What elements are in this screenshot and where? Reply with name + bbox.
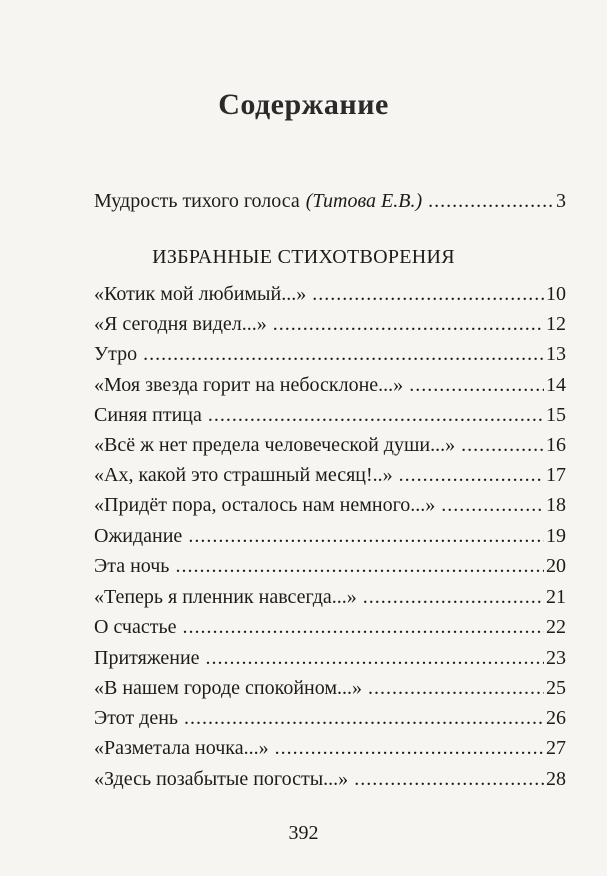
dot-leader [273, 311, 544, 337]
toc-entry [94, 705, 566, 731]
toc-entry-label: О счастье [94, 616, 177, 638]
page-title: Содержание [218, 88, 389, 121]
toc-entry-label: «Ах, какой это страшный месяц!..» [94, 464, 393, 486]
toc-entry-page: 17 [546, 464, 566, 486]
toc-entry [94, 523, 566, 549]
toc-entry-label: Этот день [94, 707, 179, 729]
toc-entry-label: «Разметала ночка...» [94, 737, 269, 759]
toc-entry-label: «Теперь я пленник навсегда...» [94, 586, 357, 608]
toc-entry-label: Эта ночь [94, 555, 170, 577]
dot-leader [182, 614, 544, 640]
dot-leader [143, 341, 544, 367]
dot-leader [208, 402, 544, 428]
toc-entry-label: «Здесь позабытые погосты...» [94, 768, 349, 790]
toc-entry-page: 19 [546, 525, 566, 547]
dot-leader [184, 705, 544, 731]
toc-entry [94, 402, 566, 428]
toc-entry-page: 22 [546, 616, 566, 638]
toc-entry-label: «Моя звезда горит на небосклоне...» [94, 374, 404, 396]
toc-entry-label: Притяжение [94, 647, 200, 669]
toc-entry [94, 645, 566, 671]
dot-leader [461, 432, 544, 458]
dot-leader [354, 766, 544, 792]
dot-leader [409, 372, 544, 398]
toc-entry-label: Утро [94, 343, 138, 365]
toc-entry [94, 462, 566, 488]
toc-entry-page: 15 [546, 404, 566, 426]
toc-entry [94, 281, 566, 307]
section-heading: ИЗБРАННЫЕ СТИХОТВОРЕНИЯ [152, 246, 455, 268]
toc-entry-page: 12 [546, 313, 566, 335]
dot-leader [206, 645, 544, 671]
toc-entry-label: «Всё ж нет предела человеческой души...» [94, 434, 456, 456]
toc-entry [94, 614, 566, 640]
toc-entry-label: Синяя птица [94, 404, 202, 426]
toc-entry-label: «Я сегодня видел...» [94, 313, 267, 335]
dot-leader [312, 281, 544, 307]
dot-leader [399, 462, 544, 488]
toc-entry [94, 372, 566, 398]
toc-entry-page: 3 [556, 190, 566, 212]
toc-entry [94, 341, 566, 367]
page-number: 392 [288, 822, 319, 844]
dot-leader [275, 735, 544, 761]
toc-entry-page: 27 [546, 737, 566, 759]
toc-entry-page: 26 [546, 707, 566, 729]
toc-entry [94, 311, 566, 337]
dot-leader [175, 553, 544, 579]
toc-entry-label: Ожидание [94, 525, 183, 547]
toc-entry-page: 21 [546, 586, 566, 608]
toc-entry-label: «В нашем городе спокойном...» [94, 677, 362, 699]
toc-entry [94, 675, 566, 701]
toc-entry [94, 432, 566, 458]
toc-entry-page: 10 [546, 283, 566, 305]
dot-leader [188, 523, 544, 549]
toc-entry-page: 13 [546, 343, 566, 365]
toc-entry-intro [94, 188, 566, 214]
dot-leader [368, 675, 544, 701]
toc-entry-page: 25 [546, 677, 566, 699]
toc-entry [94, 735, 566, 761]
toc-entry-page: 23 [546, 647, 566, 669]
toc-entry-page: 16 [546, 434, 566, 456]
toc-entry [94, 584, 566, 610]
toc-entry-label: Мудрость тихого голоса [94, 190, 300, 212]
dot-leader [428, 188, 554, 214]
toc-entry-label: «Придёт пора, осталось нам немного...» [94, 494, 436, 516]
toc-entry-page: 18 [546, 494, 566, 516]
dot-leader [441, 492, 544, 518]
toc-entry-page: 28 [546, 768, 566, 790]
toc-entry-label: «Котик мой любимый...» [94, 283, 307, 305]
toc-entry-author: (Титова Е.В.) [305, 190, 423, 212]
dot-leader [363, 584, 544, 610]
toc-entry-page: 14 [546, 374, 566, 396]
toc-entry [94, 492, 566, 518]
toc-entry [94, 553, 566, 579]
toc-entry-page: 20 [546, 555, 566, 577]
toc-entry [94, 766, 566, 792]
